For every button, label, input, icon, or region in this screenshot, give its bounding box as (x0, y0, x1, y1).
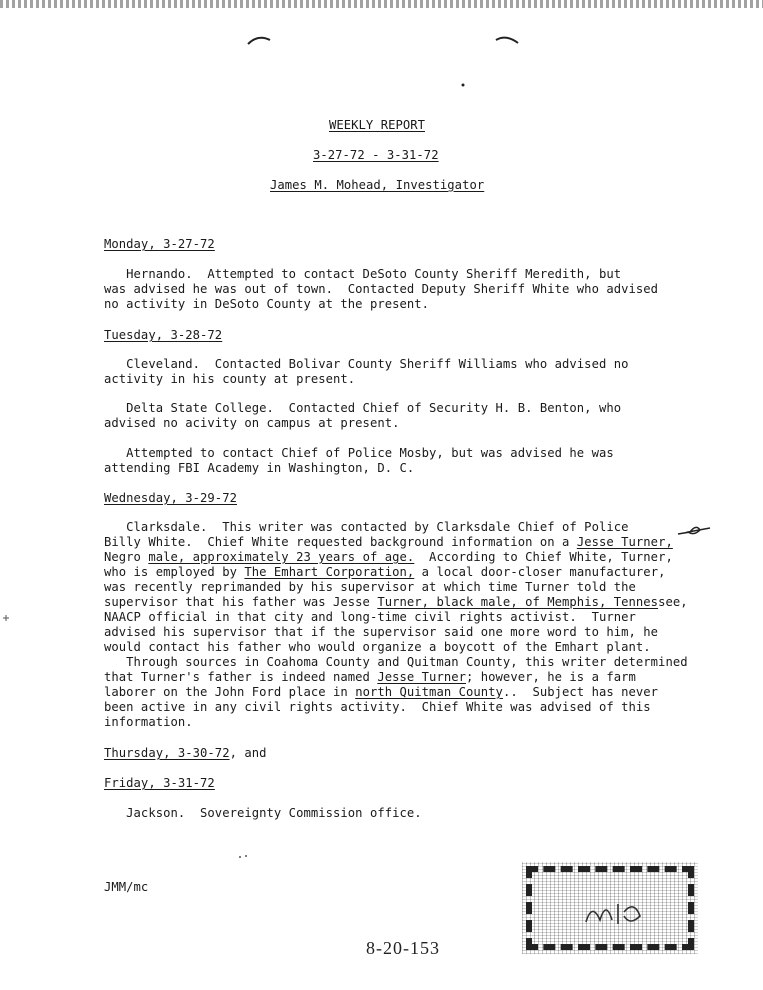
friday-line: Jackson. Sovereignty Commission office. (104, 806, 422, 820)
line-text: According to Chief White, Turner, (414, 550, 673, 564)
wednesday-line-4 (104, 565, 665, 580)
friday-heading: Friday, 3-31-72 (104, 776, 215, 790)
typist-initials: JMM/mc (104, 880, 149, 894)
monday-heading: Monday, 3-27-72 (104, 237, 215, 251)
wednesday-line-3 (104, 550, 673, 565)
tuesday-p3-line-2: attending FBI Academy in Washington, D. C. (104, 461, 415, 475)
wednesday-line-14: information. (104, 715, 193, 729)
monday-line-1: Hernando. Attempted to contact DeSoto County Sheriff Meredith, but (104, 267, 622, 281)
monday-line-3: no activity in DeSoto County at the present. (104, 297, 430, 311)
tuesday-p3-line-1: Attempted to contact Chief of Police Mosby, but was advised he was (104, 446, 614, 460)
wednesday-line-10: Through sources in Coahoma County and Quitman County, this writer determined (104, 655, 688, 669)
line-text: Billy White. Chief White requested background information on a (104, 535, 577, 549)
scan-speck (238, 854, 250, 860)
scan-speck (460, 82, 466, 88)
tuesday-p1-line-2: activity in his county at present. (104, 372, 356, 386)
wednesday-line-1: Clarksdale. This writer was contacted by Clarksdale Chief of Police (104, 520, 629, 534)
thursday-heading: Thursday, 3-30-72 (104, 746, 230, 760)
wednesday-line-12 (104, 685, 658, 700)
line-text: laborer on the John Ford place in (104, 685, 356, 699)
margin-speck (2, 614, 10, 622)
underlined-location: north Quitman County (355, 685, 503, 699)
tuesday-heading: Tuesday, 3-28-72 (104, 328, 223, 342)
wednesday-line-2 (104, 535, 673, 550)
staple-mark-left (246, 34, 272, 48)
line-text: supervisor that his father was Jesse (104, 595, 378, 609)
archive-stamp (522, 862, 698, 954)
scan-top-edge (0, 0, 763, 8)
wednesday-heading: Wednesday, 3-29-72 (104, 491, 237, 505)
underlined-description: male, approximately 23 years of age. (148, 550, 415, 564)
underlined-name: Jesse Turner, (576, 535, 673, 549)
underlined-name: Jesse Turner (377, 670, 466, 684)
tuesday-p2-line-2: advised no acivity on campus at present. (104, 416, 400, 430)
document-number: 8-20-153 (366, 938, 440, 958)
line-text: who is employed by (104, 565, 245, 579)
wednesday-line-8: advised his supervisor that if the supervisor said one more word to him, he (104, 625, 659, 639)
staple-mark-right (494, 34, 520, 48)
wednesday-line-5: was recently reprimanded by his supervisor at which time Turner told the (104, 580, 636, 594)
wednesday-line-13: been active in any civil rights activity. Chief White was advised of this (104, 700, 651, 714)
line-text: a local door-closer manufacturer, (414, 565, 666, 579)
wednesday-line-9: would contact his father who would organize a boycott of the Emhart plant. (104, 640, 651, 654)
report-author: James M. Mohead, Investigator (270, 178, 485, 192)
line-text: .. Subject has never (502, 685, 659, 699)
line-text: that Turner's father is indeed named (104, 670, 378, 684)
line-text: see, (658, 595, 688, 609)
tuesday-p1-line-1: Cleveland. Contacted Bolivar County Sheriff Williams who advised no (104, 357, 629, 371)
thursday-heading-line (104, 746, 267, 761)
tuesday-p2-line-1: Delta State College. Contacted Chief of Security H. B. Benton, who (104, 401, 622, 415)
wednesday-line-11 (104, 670, 636, 685)
underlined-company: The Emhart Corporation, (244, 565, 415, 579)
monday-line-2: was advised he was out of town. Contacted Deputy Sheriff White who advised (104, 282, 659, 296)
margin-pen-mark (676, 520, 716, 542)
thursday-suffix: , and (229, 746, 267, 760)
line-text: Negro (104, 550, 149, 564)
stamp-handwriting (582, 892, 652, 932)
underlined-description: Turner, black male, of Memphis, Tennes (377, 595, 659, 609)
wednesday-line-7: NAACP official in that city and long-time civil rights activist. Turner (104, 610, 636, 624)
report-dates: 3-27-72 - 3-31-72 (313, 148, 439, 162)
report-title: WEEKLY REPORT (329, 118, 426, 132)
line-text: ; however, he is a farm (466, 670, 636, 684)
wednesday-line-6 (104, 595, 688, 610)
